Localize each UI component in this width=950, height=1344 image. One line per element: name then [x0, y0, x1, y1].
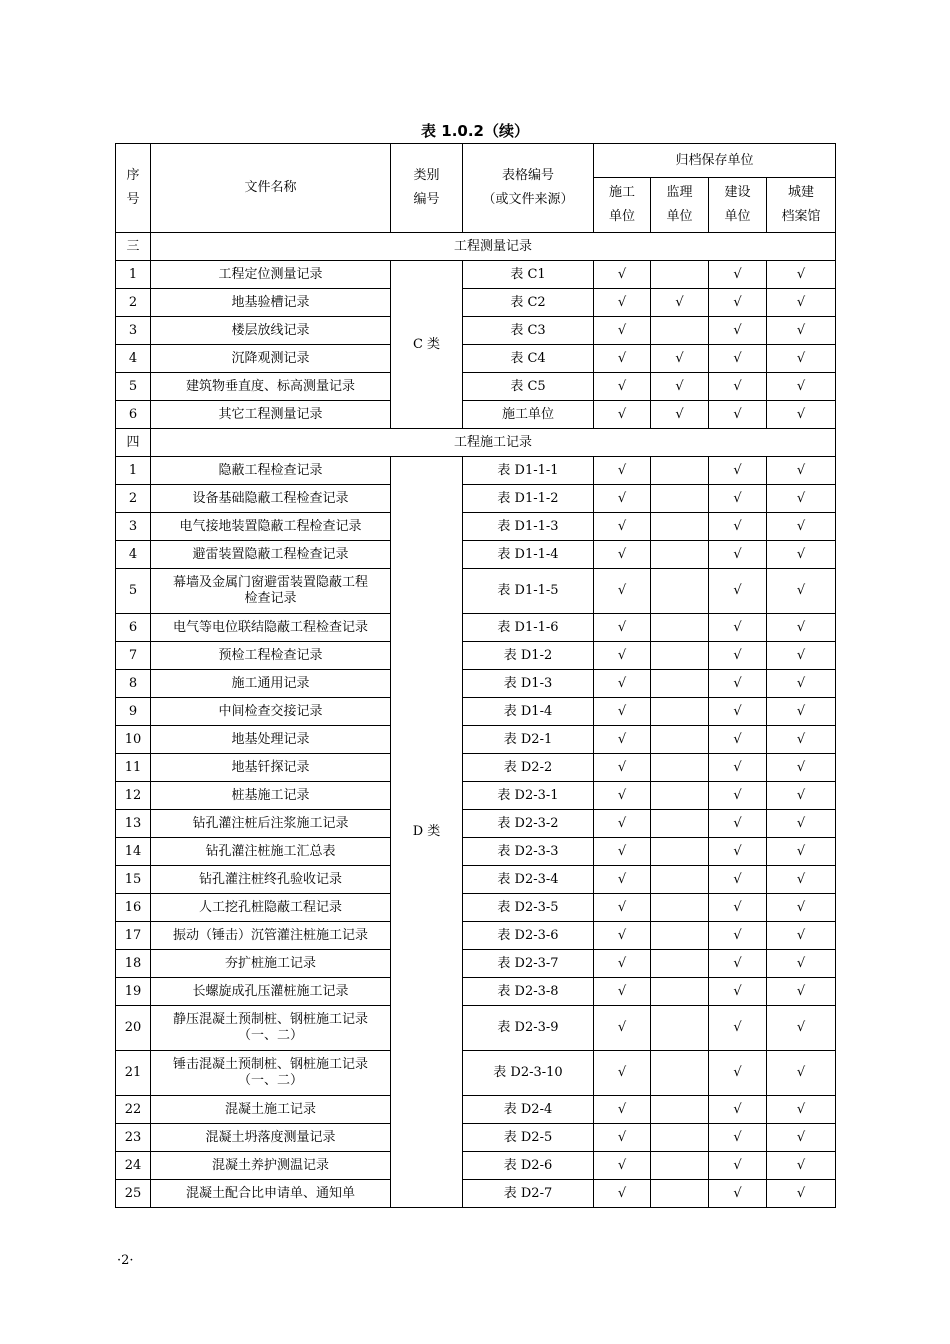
- mark-owner: √: [709, 289, 767, 317]
- table-row: [116, 1152, 836, 1180]
- row-name: 隐蔽工程检查记录: [151, 457, 391, 485]
- table-row: [116, 1051, 836, 1096]
- section-header-row: [116, 429, 836, 457]
- row-form: 施工单位: [463, 401, 594, 429]
- row-seq: 1: [116, 457, 151, 485]
- table-row: [116, 317, 836, 345]
- mark-supervision: [651, 457, 709, 485]
- mark-owner: √: [709, 513, 767, 541]
- row-form: 表 D1-1-5: [463, 569, 594, 614]
- row-seq: 7: [116, 642, 151, 670]
- mark-construction: √: [594, 1152, 651, 1180]
- mark-owner: √: [709, 1051, 767, 1096]
- mark-supervision: [651, 810, 709, 838]
- mark-owner: √: [709, 401, 767, 429]
- mark-supervision: [651, 642, 709, 670]
- row-name: 楼层放线记录: [151, 317, 391, 345]
- row-form: 表 D1-2: [463, 642, 594, 670]
- mark-construction: √: [594, 754, 651, 782]
- row-form: 表 D2-3-6: [463, 922, 594, 950]
- row-seq: 23: [116, 1124, 151, 1152]
- row-name: 设备基础隐蔽工程检查记录: [151, 485, 391, 513]
- header-unit-construction: 施工 单位: [594, 178, 651, 233]
- mark-construction: √: [594, 782, 651, 810]
- row-seq: 15: [116, 866, 151, 894]
- page-number: ·2·: [117, 1253, 134, 1268]
- mark-owner: √: [709, 1152, 767, 1180]
- row-name: 混凝土配合比申请单、通知单: [151, 1180, 391, 1208]
- mark-supervision: √: [651, 401, 709, 429]
- table-row: [116, 922, 836, 950]
- row-form: 表 C1: [463, 261, 594, 289]
- header-form: 表格编号 （或文件来源）: [463, 144, 594, 233]
- mark-archive: √: [767, 541, 836, 569]
- mark-supervision: [651, 782, 709, 810]
- mark-archive: √: [767, 978, 836, 1006]
- table-row: [116, 541, 836, 569]
- mark-supervision: [651, 1051, 709, 1096]
- mark-archive: √: [767, 1096, 836, 1124]
- row-seq: 16: [116, 894, 151, 922]
- row-name: 振动（锤击）沉管灌注桩施工记录: [151, 922, 391, 950]
- mark-archive: √: [767, 810, 836, 838]
- mark-supervision: [651, 1006, 709, 1051]
- mark-supervision: [651, 754, 709, 782]
- row-form: 表 C5: [463, 373, 594, 401]
- mark-supervision: √: [651, 289, 709, 317]
- row-seq: 2: [116, 485, 151, 513]
- mark-supervision: √: [651, 345, 709, 373]
- mark-construction: √: [594, 485, 651, 513]
- mark-archive: √: [767, 726, 836, 754]
- row-form: 表 C2: [463, 289, 594, 317]
- mark-supervision: [651, 838, 709, 866]
- section-header-row: [116, 233, 836, 261]
- row-name: 地基验槽记录: [151, 289, 391, 317]
- row-seq: 9: [116, 698, 151, 726]
- mark-owner: √: [709, 838, 767, 866]
- table-row: [116, 289, 836, 317]
- mark-supervision: [651, 978, 709, 1006]
- mark-construction: √: [594, 642, 651, 670]
- row-form: 表 D1-3: [463, 670, 594, 698]
- mark-archive: √: [767, 1006, 836, 1051]
- row-name: 地基处理记录: [151, 726, 391, 754]
- mark-construction: √: [594, 1006, 651, 1051]
- table-row: [116, 1096, 836, 1124]
- row-form: 表 D1-1-1: [463, 457, 594, 485]
- mark-supervision: [651, 670, 709, 698]
- mark-construction: √: [594, 541, 651, 569]
- mark-supervision: [651, 698, 709, 726]
- mark-supervision: [651, 569, 709, 614]
- mark-archive: √: [767, 261, 836, 289]
- table-row: [116, 373, 836, 401]
- row-category: D 类: [391, 457, 463, 1208]
- mark-supervision: [651, 1152, 709, 1180]
- mark-owner: √: [709, 642, 767, 670]
- row-form: 表 D2-6: [463, 1152, 594, 1180]
- mark-supervision: [651, 614, 709, 642]
- mark-owner: √: [709, 261, 767, 289]
- table-row: [116, 698, 836, 726]
- mark-construction: √: [594, 1051, 651, 1096]
- mark-archive: √: [767, 1180, 836, 1208]
- mark-owner: √: [709, 457, 767, 485]
- table-row: [116, 866, 836, 894]
- header-archive-group: 归档保存单位: [594, 144, 836, 178]
- table-row: [116, 485, 836, 513]
- row-seq: 12: [116, 782, 151, 810]
- row-name: 避雷装置隐蔽工程检查记录: [151, 541, 391, 569]
- row-name: 锤击混凝土预制桩、钢桩施工记录 （一、二）: [151, 1051, 391, 1096]
- row-form: 表 D2-2: [463, 754, 594, 782]
- mark-construction: √: [594, 838, 651, 866]
- mark-owner: √: [709, 1096, 767, 1124]
- row-form: 表 D2-1: [463, 726, 594, 754]
- mark-owner: √: [709, 485, 767, 513]
- row-name: 工程定位测量记录: [151, 261, 391, 289]
- mark-construction: √: [594, 614, 651, 642]
- row-name: 施工通用记录: [151, 670, 391, 698]
- mark-archive: √: [767, 345, 836, 373]
- row-form: 表 D2-3-4: [463, 866, 594, 894]
- table-row: [116, 569, 836, 614]
- row-name: 中间检查交接记录: [151, 698, 391, 726]
- mark-owner: √: [709, 978, 767, 1006]
- row-form: 表 D2-3-3: [463, 838, 594, 866]
- mark-owner: √: [709, 894, 767, 922]
- mark-construction: √: [594, 866, 651, 894]
- row-name: 钻孔灌注桩后注浆施工记录: [151, 810, 391, 838]
- row-category: C 类: [391, 261, 463, 429]
- mark-archive: √: [767, 754, 836, 782]
- table-title: 表 1.0.2（续）: [421, 122, 529, 140]
- table-row: [116, 1124, 836, 1152]
- row-seq: 18: [116, 950, 151, 978]
- mark-archive: √: [767, 670, 836, 698]
- mark-construction: √: [594, 698, 651, 726]
- row-name: 钻孔灌注桩施工汇总表: [151, 838, 391, 866]
- mark-construction: √: [594, 569, 651, 614]
- table-row: [116, 894, 836, 922]
- row-form: 表 D2-3-7: [463, 950, 594, 978]
- mark-construction: √: [594, 922, 651, 950]
- header-unit-owner: 建设 单位: [709, 178, 767, 233]
- table-row: [116, 457, 836, 485]
- mark-owner: √: [709, 754, 767, 782]
- table-row: [116, 261, 836, 289]
- table-row: [116, 670, 836, 698]
- row-seq: 17: [116, 922, 151, 950]
- section-title: 工程测量记录: [151, 233, 836, 261]
- row-form: 表 D2-3-1: [463, 782, 594, 810]
- row-seq: 10: [116, 726, 151, 754]
- mark-construction: √: [594, 345, 651, 373]
- row-seq: 25: [116, 1180, 151, 1208]
- mark-archive: √: [767, 513, 836, 541]
- mark-archive: √: [767, 289, 836, 317]
- row-form: 表 D2-3-5: [463, 894, 594, 922]
- mark-construction: √: [594, 457, 651, 485]
- mark-construction: √: [594, 1180, 651, 1208]
- table-row: [116, 950, 836, 978]
- mark-owner: √: [709, 1006, 767, 1051]
- section-number: 三: [116, 233, 151, 261]
- mark-owner: √: [709, 373, 767, 401]
- mark-archive: √: [767, 1051, 836, 1096]
- mark-construction: √: [594, 373, 651, 401]
- mark-owner: √: [709, 670, 767, 698]
- mark-archive: √: [767, 782, 836, 810]
- mark-construction: √: [594, 670, 651, 698]
- mark-owner: √: [709, 726, 767, 754]
- mark-archive: √: [767, 838, 836, 866]
- mark-owner: √: [709, 345, 767, 373]
- row-seq: 3: [116, 317, 151, 345]
- row-form: 表 D2-5: [463, 1124, 594, 1152]
- mark-owner: √: [709, 541, 767, 569]
- row-name: 混凝土养护测温记录: [151, 1152, 391, 1180]
- table-row: [116, 978, 836, 1006]
- mark-archive: √: [767, 922, 836, 950]
- table-row: [116, 1180, 836, 1208]
- mark-owner: √: [709, 317, 767, 345]
- row-seq: 13: [116, 810, 151, 838]
- row-form: 表 D2-7: [463, 1180, 594, 1208]
- row-form: 表 D2-3-2: [463, 810, 594, 838]
- mark-construction: √: [594, 894, 651, 922]
- row-seq: 24: [116, 1152, 151, 1180]
- row-form: 表 D2-4: [463, 1096, 594, 1124]
- row-seq: 19: [116, 978, 151, 1006]
- mark-archive: √: [767, 642, 836, 670]
- section-number: 四: [116, 429, 151, 457]
- table-row: [116, 810, 836, 838]
- row-seq: 20: [116, 1006, 151, 1051]
- mark-supervision: [651, 317, 709, 345]
- mark-supervision: [651, 894, 709, 922]
- mark-archive: √: [767, 569, 836, 614]
- mark-construction: √: [594, 317, 651, 345]
- row-seq: 4: [116, 541, 151, 569]
- row-name: 沉降观测记录: [151, 345, 391, 373]
- table-row: [116, 513, 836, 541]
- header-name: 文件名称: [151, 144, 391, 233]
- mark-supervision: [651, 1096, 709, 1124]
- row-seq: 5: [116, 373, 151, 401]
- mark-archive: √: [767, 317, 836, 345]
- row-name: 预检工程检查记录: [151, 642, 391, 670]
- table-row: [116, 345, 836, 373]
- row-seq: 2: [116, 289, 151, 317]
- mark-archive: √: [767, 866, 836, 894]
- mark-owner: √: [709, 1124, 767, 1152]
- row-name: 地基钎探记录: [151, 754, 391, 782]
- mark-construction: √: [594, 289, 651, 317]
- row-name: 其它工程测量记录: [151, 401, 391, 429]
- row-name: 混凝土施工记录: [151, 1096, 391, 1124]
- mark-archive: √: [767, 1124, 836, 1152]
- mark-owner: √: [709, 950, 767, 978]
- row-name: 人工挖孔桩隐蔽工程记录: [151, 894, 391, 922]
- header-unit-archive: 城建 档案馆: [767, 178, 836, 233]
- table-row: [116, 754, 836, 782]
- row-form: 表 D2-3-10: [463, 1051, 594, 1096]
- row-name: 电气接地装置隐蔽工程检查记录: [151, 513, 391, 541]
- row-seq: 3: [116, 513, 151, 541]
- table-row: [116, 401, 836, 429]
- mark-construction: √: [594, 810, 651, 838]
- header-seq: 序 号: [116, 144, 151, 233]
- row-name: 电气等电位联结隐蔽工程检查记录: [151, 614, 391, 642]
- row-form: 表 D1-4: [463, 698, 594, 726]
- section-title: 工程施工记录: [151, 429, 836, 457]
- mark-construction: √: [594, 513, 651, 541]
- mark-archive: √: [767, 698, 836, 726]
- archive-table: [115, 143, 836, 1208]
- header-unit-supervision: 监理 单位: [651, 178, 709, 233]
- mark-supervision: [651, 1124, 709, 1152]
- row-seq: 6: [116, 614, 151, 642]
- mark-owner: √: [709, 810, 767, 838]
- table-row: [116, 838, 836, 866]
- mark-owner: √: [709, 614, 767, 642]
- row-name: 钻孔灌注桩终孔验收记录: [151, 866, 391, 894]
- row-seq: 5: [116, 569, 151, 614]
- mark-archive: √: [767, 614, 836, 642]
- row-name: 建筑物垂直度、标高测量记录: [151, 373, 391, 401]
- mark-supervision: [651, 922, 709, 950]
- row-form: 表 D2-3-8: [463, 978, 594, 1006]
- mark-archive: √: [767, 373, 836, 401]
- row-seq: 4: [116, 345, 151, 373]
- row-name: 夯扩桩施工记录: [151, 950, 391, 978]
- mark-supervision: [651, 513, 709, 541]
- row-form: 表 D1-1-4: [463, 541, 594, 569]
- table-row: [116, 782, 836, 810]
- mark-construction: √: [594, 950, 651, 978]
- row-name: 静压混凝土预制桩、钢桩施工记录 （一、二）: [151, 1006, 391, 1051]
- mark-archive: √: [767, 1152, 836, 1180]
- table-row: [116, 642, 836, 670]
- mark-archive: √: [767, 457, 836, 485]
- table-row: [116, 726, 836, 754]
- table-row: [116, 1006, 836, 1051]
- mark-archive: √: [767, 950, 836, 978]
- mark-construction: √: [594, 978, 651, 1006]
- row-form: 表 D1-1-2: [463, 485, 594, 513]
- row-form: 表 D1-1-3: [463, 513, 594, 541]
- header-category: 类别 编号: [391, 144, 463, 233]
- mark-archive: √: [767, 894, 836, 922]
- mark-supervision: √: [651, 373, 709, 401]
- mark-archive: √: [767, 485, 836, 513]
- mark-supervision: [651, 950, 709, 978]
- mark-owner: √: [709, 1180, 767, 1208]
- row-form: 表 D1-1-6: [463, 614, 594, 642]
- row-seq: 14: [116, 838, 151, 866]
- table-row: [116, 614, 836, 642]
- row-seq: 21: [116, 1051, 151, 1096]
- mark-owner: √: [709, 922, 767, 950]
- row-name: 桩基施工记录: [151, 782, 391, 810]
- mark-construction: √: [594, 401, 651, 429]
- row-seq: 1: [116, 261, 151, 289]
- mark-owner: √: [709, 569, 767, 614]
- mark-supervision: [651, 485, 709, 513]
- row-form: 表 D2-3-9: [463, 1006, 594, 1051]
- mark-supervision: [651, 726, 709, 754]
- row-name: 混凝土坍落度测量记录: [151, 1124, 391, 1152]
- mark-owner: √: [709, 782, 767, 810]
- row-form: 表 C4: [463, 345, 594, 373]
- row-name: 幕墙及金属门窗避雷装置隐蔽工程 检查记录: [151, 569, 391, 614]
- mark-supervision: [651, 541, 709, 569]
- row-seq: 11: [116, 754, 151, 782]
- mark-construction: √: [594, 261, 651, 289]
- mark-archive: √: [767, 401, 836, 429]
- row-seq: 6: [116, 401, 151, 429]
- row-name: 长螺旋成孔压灌桩施工记录: [151, 978, 391, 1006]
- mark-supervision: [651, 866, 709, 894]
- mark-construction: √: [594, 1124, 651, 1152]
- mark-construction: √: [594, 1096, 651, 1124]
- mark-owner: √: [709, 866, 767, 894]
- mark-construction: √: [594, 726, 651, 754]
- mark-supervision: [651, 1180, 709, 1208]
- mark-supervision: [651, 261, 709, 289]
- row-seq: 8: [116, 670, 151, 698]
- row-form: 表 C3: [463, 317, 594, 345]
- mark-owner: √: [709, 698, 767, 726]
- row-seq: 22: [116, 1096, 151, 1124]
